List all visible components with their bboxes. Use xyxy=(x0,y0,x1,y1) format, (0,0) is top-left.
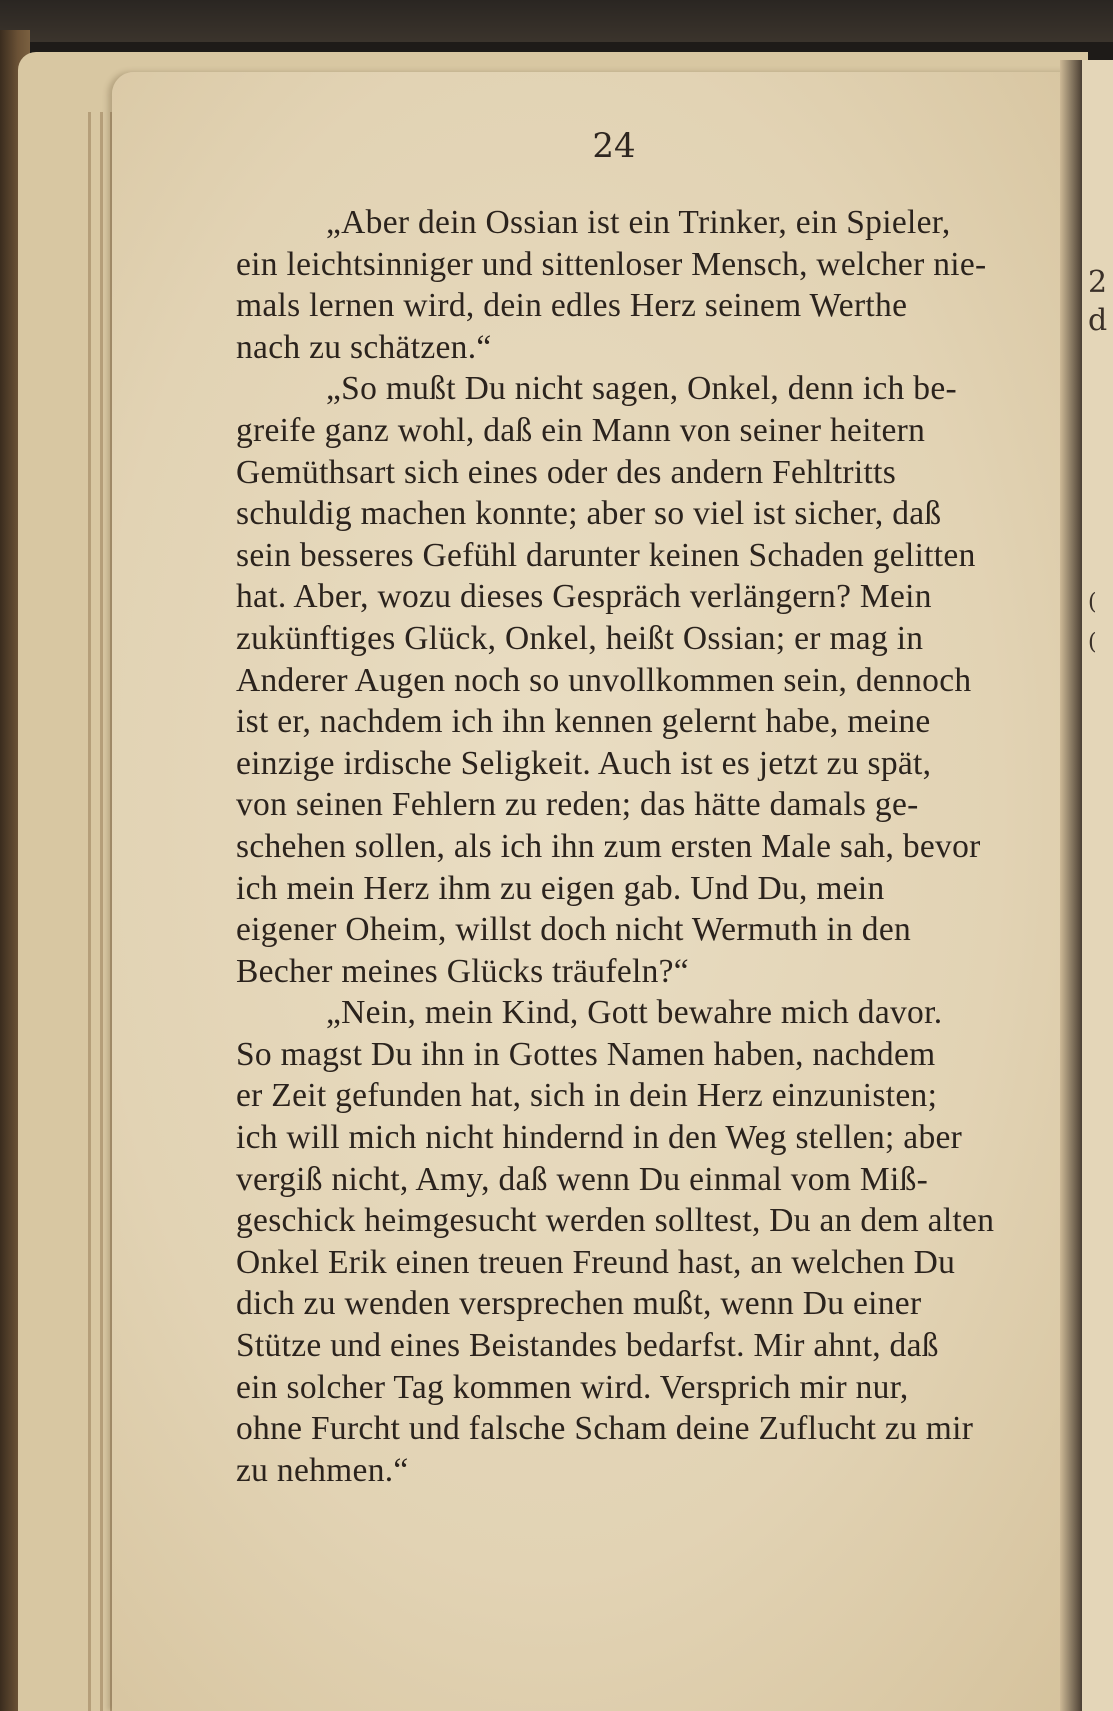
facing-page-fragment: d xyxy=(1088,303,1108,338)
page-edge-line xyxy=(100,112,103,1711)
page-number: 24 xyxy=(592,126,636,166)
facing-page-fragment: 2 xyxy=(1088,265,1108,300)
facing-page-fragment: ( xyxy=(1088,590,1097,615)
page-edge-line xyxy=(88,112,91,1711)
paragraph: „Aber dein Ossian ist ein Trinker, ein Spieler, ein leichtsinniger und sittenloser Mensch, welcher nie- mals lernen wird, dein edles Herz seinem Werthe nach zu schätzen.“ xyxy=(236,204,987,366)
paragraph: „So mußt Du nicht sagen, Onkel, denn ich be- greife ganz wohl, daß ein Mann von seiner heitern Gemüthsart sich eines oder des andern Fehltritts schuldig machen konnte; aber so viel ist sicher, daß sein besseres Gefühl darunter keinen Schaden gelitten hat. Aber, wozu dieses Gespräch verlängern? Mein zukünftiges Glück, Onkel, heißt Ossian; er mag in Anderer Augen noch so unvollkommen sein, dennoch ist er, nachdem ich ihn kennen gelernt habe, meine einzige irdische Seligkeit. Auch ist es jetzt zu spät, von seinen Fehlern zu reden; das hätte damals ge- schehen sollen, als ich ihn zum ersten Male sah, bevor ich mein Herz ihm zu eigen gab. Und Du, mein eigener Oheim, willst doch nicht Wermuth in den Becher meines Glücks träufeln?“ xyxy=(236,370,981,990)
facing-page-edge xyxy=(1082,60,1113,1711)
facing-page-fragment: ( xyxy=(1088,630,1097,655)
paragraph: „Nein, mein Kind, Gott bewahre mich davor. So magst Du ihn in Gottes Namen haben, nachdem er Zeit gefunden hat, sich in dein Herz einzunisten; ich will mich nicht hindernd in den Weg stellen; aber vergiß nicht, Amy, daß wenn Du einmal vom Miß- geschick heimgesucht werden solltest, Du an dem alten Onkel Erik einen treuen Freund hast, an welchen Du dich zu wenden versprechen mußt, wenn Du einer Stütze und eines Beistandes bedarfst. Mir ahnt, daß ein solcher Tag kommen wird. Versprich mir nur, ohne Furcht und falsche Scham deine Zuflucht zu mir zu nehmen.“ xyxy=(236,994,995,1489)
book-gutter xyxy=(1060,60,1082,1711)
body-text xyxy=(236,202,1052,1491)
book-cover-edge xyxy=(0,0,1113,42)
